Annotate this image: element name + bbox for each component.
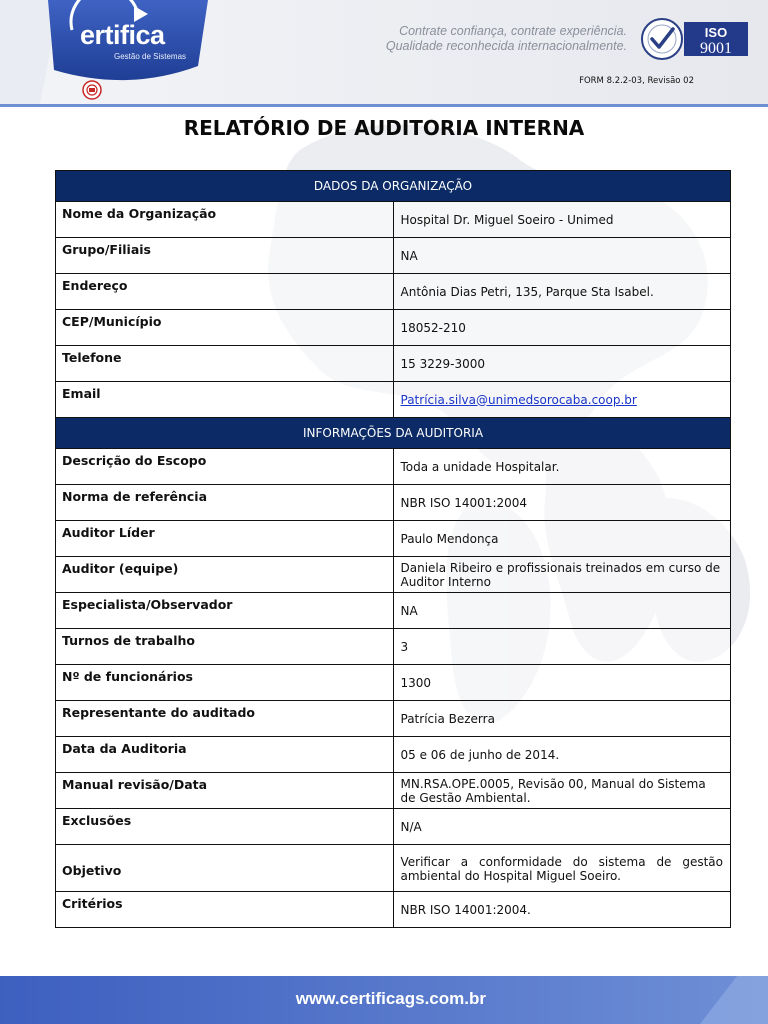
table-row <box>56 665 731 701</box>
page-title: RELATÓRIO DE AUDITORIA INTERNA <box>183 116 585 140</box>
field-label: Descrição do Escopo <box>56 449 394 485</box>
field-label: Data da Auditoria <box>56 737 394 773</box>
table-row <box>56 892 731 928</box>
table-row <box>56 485 731 521</box>
field-label: Auditor (equipe) <box>56 557 394 593</box>
logo-tagline: Gestão de Sistemas <box>114 52 187 61</box>
table-row <box>56 593 731 629</box>
table-row <box>56 346 731 382</box>
field-value: NA <box>393 593 731 629</box>
field-label: CEP/Município <box>56 310 394 346</box>
footer-website-link[interactable]: www.certificags.com.br <box>295 989 486 1008</box>
table-row <box>56 449 731 485</box>
field-label: Critérios <box>56 892 394 928</box>
field-value: Toda a unidade Hospitalar. <box>393 449 731 485</box>
field-value: 18052-210 <box>393 310 731 346</box>
field-value: NBR ISO 14001:2004 <box>393 485 731 521</box>
iso-label: ISO <box>704 25 728 40</box>
table-row <box>56 629 731 665</box>
field-value: Verificar a conformidade do sistema de gestão ambiental do Hospital Miguel Soeiro. <box>393 845 731 892</box>
table-row <box>56 701 731 737</box>
table-row <box>56 274 731 310</box>
table-row <box>56 310 731 346</box>
field-label: Manual revisão/Data <box>56 773 394 809</box>
section-header-row <box>56 418 731 449</box>
table-row <box>56 737 731 773</box>
field-label: Turnos de trabalho <box>56 629 394 665</box>
logo-wordmark: ertifica <box>80 20 165 50</box>
audit-report-table <box>55 170 731 928</box>
certification-seal-icon <box>82 80 102 100</box>
email-cell <box>393 382 731 418</box>
field-value: Daniela Ribeiro e profissionais treinados em curso de Auditor Interno <box>393 557 731 593</box>
table-row <box>56 845 731 892</box>
field-value: NBR ISO 14001:2004. <box>393 892 731 928</box>
table-row <box>56 809 731 845</box>
table-row <box>56 521 731 557</box>
field-label: Grupo/Filiais <box>56 238 394 274</box>
field-label: Telefone <box>56 346 394 382</box>
form-code: FORM 8.2.2-03, Revisão 02 <box>579 76 694 86</box>
field-value: 3 <box>393 629 731 665</box>
field-label: Especialista/Observador <box>56 593 394 629</box>
section-heading-organization: DADOS DA ORGANIZAÇÃO <box>56 171 731 202</box>
table-row <box>56 382 731 418</box>
field-value: 05 e 06 de junho de 2014. <box>393 737 731 773</box>
field-label: Norma de referência <box>56 485 394 521</box>
email-link[interactable]: Patrícia.silva@unimedsorocaba.coop.br <box>400 392 637 407</box>
field-value: 1300 <box>393 665 731 701</box>
section-heading-audit: INFORMAÇÕES DA AUDITORIA <box>56 418 731 449</box>
header-divider <box>0 104 768 107</box>
field-value: Patrícia Bezerra <box>393 701 731 737</box>
iso-number: 9001 <box>700 40 732 57</box>
field-label: Nome da Organização <box>56 202 394 238</box>
field-value: N/A <box>393 809 731 845</box>
slogan-line-2: Qualidade reconhecida internacionalmente. <box>385 39 627 53</box>
field-label: Exclusões <box>56 809 394 845</box>
field-label: Representante do auditado <box>56 701 394 737</box>
field-value: MN.RSA.OPE.0005, Revisão 00, Manual do Sistema de Gestão Ambiental. <box>393 773 731 809</box>
table-row <box>56 202 731 238</box>
field-value: 15 3229-3000 <box>393 346 731 382</box>
header-slogan <box>386 24 627 54</box>
slogan-line-1: Contrate confiança, contrate experiência. <box>399 24 627 38</box>
field-label: Email <box>56 382 394 418</box>
field-value: Antônia Dias Petri, 135, Parque Sta Isabel. <box>393 274 731 310</box>
field-label: Nº de funcionários <box>56 665 394 701</box>
field-label: Objetivo <box>56 845 394 892</box>
field-value: NA <box>393 238 731 274</box>
field-label: Endereço <box>56 274 394 310</box>
field-label: Auditor Líder <box>56 521 394 557</box>
iso-9001-badge <box>640 16 752 62</box>
section-header-row <box>56 171 731 202</box>
field-value: Paulo Mendonça <box>393 521 731 557</box>
table-row <box>56 773 731 809</box>
table-row <box>56 557 731 593</box>
table-row <box>56 238 731 274</box>
field-value: Hospital Dr. Miguel Soeiro - Unimed <box>393 202 731 238</box>
